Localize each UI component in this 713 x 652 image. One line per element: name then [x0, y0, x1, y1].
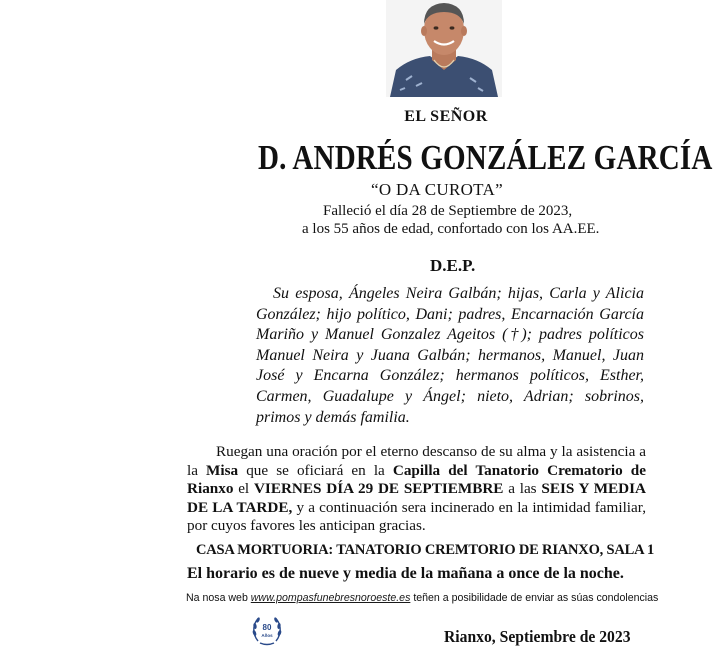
dep-heading: D.E.P. [430, 256, 476, 275]
prayer-text: y a continuación sera incinerado en la intimidad familiar, por cuyos favores les anticipan gracias. [187, 498, 646, 534]
deceased-name: D. ANDRÉS GONZÁLEZ GARCÍA [258, 138, 713, 177]
prayer-bold: Capilla del Tanatorio Crematorio de Rianxo [187, 461, 646, 497]
website-link[interactable]: www.pompasfunebresnoroeste.es [250, 592, 411, 604]
prayer-text: Ruegan una oración por el eterno descanso de su alma y la asistencia a la [187, 443, 646, 479]
prayer-bold: Misa [206, 461, 239, 479]
logo-word: Años [261, 633, 273, 638]
prayer-paragraph [187, 443, 646, 536]
family-paragraph: Su esposa, Ángeles Neira Galbán; hijas, Carla y Alicia González; hijo político, Dani; padres, Encarnación García Mariño y Manuel Gonzalez Ageitos (†); padres políticos Manuel Neira y Juana Galbán; hermanos, Manuel, Juan José y Encarna González; hermanos políticos, Esther, Carmen, Guadalupe y Ángel; nieto, Adrian; sobrinos, primos y demás familia. [256, 285, 644, 426]
prayer-text: que se oficiará en la [238, 461, 393, 479]
web-line [186, 592, 658, 604]
prayer-bold: VIERNES DÍA 29 DE SEPTIEMBRE [253, 480, 504, 497]
deceased-nickname: “O DA CUROTA” [371, 180, 503, 199]
anniversary-logo [250, 613, 284, 647]
place-date: Rianxo, Septiembre de 2023 [444, 627, 631, 646]
visiting-hours: El horario es de nueve y media de la mañana a once de la noche. [187, 565, 624, 582]
prayer-text: el [233, 480, 254, 497]
death-age-line: a los 55 años de edad, confortado con los AA.EE. [302, 221, 600, 237]
casa-mortuoria: CASA MORTUORIA: TANATORIO CREMTORIO DE RIANXO, SALA 1 [196, 542, 655, 558]
web-suffix: teñen a posibilidade de enviar as súas condolencias [410, 592, 659, 604]
logo-number: 80 [262, 623, 272, 632]
death-date-line: Falleció el día 28 de Septiembre de 2023, [323, 203, 573, 219]
prayer-bold: SEIS Y MEDIA DE LA TARDE, [187, 480, 647, 516]
prayer-text: a las [503, 480, 542, 497]
web-prefix: Na nosa web [186, 592, 251, 604]
deceased-photo [386, 0, 502, 97]
page-title: EL SEÑOR [404, 108, 488, 125]
